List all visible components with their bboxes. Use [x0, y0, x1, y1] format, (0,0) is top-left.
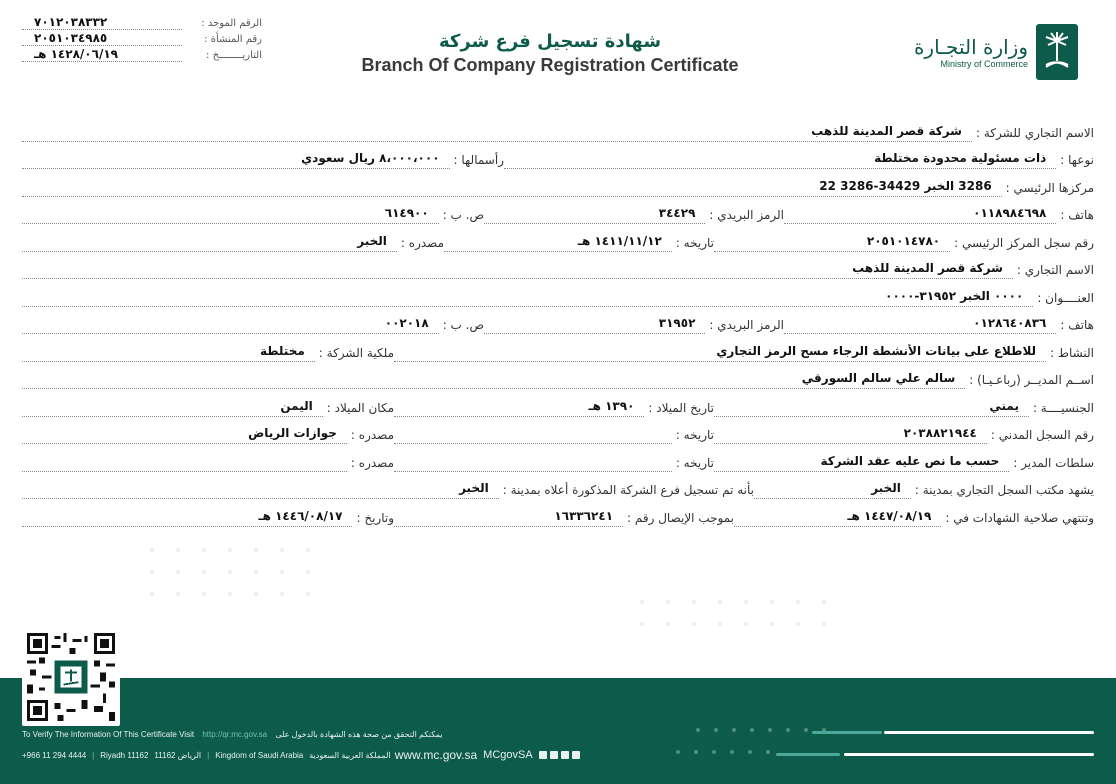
row-authority	[22, 444, 1094, 472]
hq-cr-date: ١٤١١/١١/١٢ هـ	[444, 234, 672, 252]
company-name-label: الاسم التجاري للشركة :	[975, 125, 1094, 140]
footer-dots-bottom	[676, 750, 770, 754]
row-manager	[22, 362, 1094, 390]
decorative-dots-right	[640, 600, 826, 626]
activity: للاطلاع على بيانات الأنشطة الرجاء مسح الرمز التجاري	[394, 344, 1046, 362]
type-label: نوعها :	[1060, 153, 1094, 167]
footer-phone: +966 11 294 4444	[22, 750, 87, 760]
row-address	[22, 279, 1094, 307]
ownership-label: ملكية الشركة :	[318, 345, 394, 360]
issue-date: ١٤٢٨/٠٦/١٩ هـ	[22, 48, 182, 62]
hq-cr-number: ٢٠٥١٠١٤٧٨٠	[714, 234, 950, 252]
row-trade-name	[22, 252, 1094, 280]
row-witness	[22, 472, 1094, 500]
hq-label: مركزها الرئيسي :	[1005, 180, 1094, 195]
hq-cr-date-label: تاريخه :	[675, 235, 714, 250]
row-phone1	[22, 197, 1094, 225]
branch-number-label: رقم المنشأة :	[204, 34, 262, 45]
hq-cr-source: الخبر	[22, 234, 397, 252]
trade-name-label: الاسم التجاري :	[1016, 263, 1094, 277]
civil-label: رقم السجل المدني :	[990, 428, 1094, 442]
footer-city-ar: الرياض 11162	[154, 750, 202, 760]
authority-date-label: تاريخه :	[675, 455, 714, 470]
nationality-label: الجنسيــــة :	[1032, 400, 1094, 415]
footer-country-ar: المملكة العربية السعودية	[309, 750, 391, 760]
authority-source-label: مصدره :	[350, 455, 394, 470]
postal2: ٣١٩٥٢	[484, 316, 705, 334]
receipt-date-label: وتاريخ :	[356, 510, 394, 525]
branch-number: ٢٠٥١٠٣٤٩٨٥	[22, 32, 182, 46]
issue-date-label: التاريــــــــخ :	[206, 50, 262, 61]
phone1: ٠١١٨٩٨٤٦٩٨	[784, 206, 1056, 224]
civil-date-label: تاريخه :	[675, 428, 714, 442]
phone1-label: هاتف :	[1060, 208, 1094, 222]
expiry-label: وتنتهي صلاحية الشهادات في :	[945, 510, 1094, 525]
pob-label: مكان الميلاد :	[326, 400, 394, 415]
manager-authority: حسب ما نص عليه عقد الشركة	[714, 454, 1009, 472]
footer-website[interactable]: www.mc.gov.sa	[394, 748, 478, 762]
verify-url[interactable]: http://qr.mc.gov.sa	[202, 730, 268, 739]
palm-swords-icon	[1036, 24, 1078, 80]
row-expiry	[22, 499, 1094, 527]
trade-name: شركة قصر المدينة للذهب	[22, 261, 1013, 279]
expiry-date: ١٤٤٧/٠٨/١٩ هـ	[734, 509, 941, 527]
pobox2: ٠٠٢٠١٨	[22, 316, 439, 334]
pobox1-label: ص. ب :	[442, 208, 484, 222]
row-phone2	[22, 307, 1094, 335]
dob-label: تاريخ الميلاد :	[648, 400, 714, 415]
activity-label: النشاط :	[1050, 345, 1094, 360]
receipt-number: ١٦٣٣٦٢٤١	[394, 509, 623, 527]
row-type	[22, 142, 1094, 170]
row-civil-record	[22, 417, 1094, 445]
row-company-name	[22, 114, 1094, 142]
pobox2-label: ص. ب :	[442, 318, 484, 332]
postal1: ٣٤٤٢٩	[484, 206, 705, 224]
row-nationality	[22, 389, 1094, 417]
postal2-label: الرمز البريدي :	[709, 318, 784, 332]
company-type: ذات مسئولية محدودة مختلطة	[504, 151, 1056, 169]
certificate-numbers	[22, 16, 262, 64]
footer-stripe-accent-2	[776, 753, 840, 756]
authority-source	[22, 455, 347, 472]
phone2-label: هاتف :	[1060, 318, 1094, 332]
social-icons	[539, 751, 580, 759]
footer-city-en: Riyadh 11162	[100, 750, 149, 760]
unified-number: ٧٠١٢٠٣٨٣٣٢	[22, 16, 182, 30]
hq-address: 3286 الخبر 34429-3286 22	[22, 179, 1002, 197]
footer-dots-top	[696, 728, 826, 732]
pobox1: ٦١٤٩٠٠	[22, 206, 439, 224]
footer-stripe-white-2	[844, 753, 1094, 756]
capital-label: رأسمالها :	[453, 153, 504, 167]
row-hq	[22, 169, 1094, 197]
certificate-title	[320, 30, 780, 76]
receipt-date: ١٤٤٦/٠٨/١٧ هـ	[22, 509, 352, 527]
nationality: يمني	[714, 399, 1029, 417]
civil-source: جوازات الرياض	[22, 426, 347, 444]
facebook-icon[interactable]	[550, 751, 558, 759]
witness-text-label: بأنه تم تسجيل فرع الشركة المذكورة أعلاه بمدينة :	[502, 483, 754, 497]
verify-line	[22, 730, 442, 739]
receipt-label: بموجب الإيصال رقم :	[627, 510, 734, 525]
postal1-label: الرمز البريدي :	[709, 208, 784, 222]
date-of-birth: ١٣٩٠ هـ	[394, 399, 644, 417]
ministry-logo	[914, 24, 1078, 80]
witness-city-2: الخبر	[22, 481, 499, 499]
hq-cr-label: رقم سجل المركز الرئيسي :	[954, 235, 1094, 250]
twitter-icon[interactable]	[561, 751, 569, 759]
footer-handle[interactable]: MCgovSA	[483, 749, 533, 761]
manager-name: سالم علي سالم السورقي	[22, 371, 965, 389]
verify-text-en: To Verify The Information Of This Certificate Visit	[22, 730, 195, 739]
witness-city: الخبر	[754, 481, 911, 499]
verify-text-ar: يمكنكم التحقق من صحة هذه الشهادة بالدخول على	[275, 730, 443, 739]
row-activity	[22, 334, 1094, 362]
unified-number-row	[22, 16, 262, 32]
unified-number-label: الرقم الموحد :	[201, 18, 262, 29]
instagram-icon[interactable]	[539, 751, 547, 759]
footer-stripe-white	[884, 731, 1094, 734]
title-english: Branch Of Company Registration Certificate	[361, 55, 739, 75]
footer-country-en: Kingdom of Saudi Arabia	[215, 750, 304, 760]
decorative-dots-left	[150, 548, 310, 596]
address-label: العنــــوان :	[1037, 290, 1094, 305]
ownership: مختلطة	[22, 344, 315, 362]
ministry-name-english: Ministry of Commerce	[940, 58, 1028, 69]
footer-stripe-accent	[812, 731, 882, 734]
witness-label: يشهد مكتب السجل التجاري بمدينة :	[914, 483, 1094, 497]
qr-code[interactable]	[22, 628, 120, 726]
authority-date	[394, 455, 672, 472]
hq-cr-source-label: مصدره :	[400, 235, 444, 250]
civil-date	[394, 427, 672, 444]
civil-number: ٢٠٣٨٨٢١٩٤٤	[714, 426, 987, 444]
branch-number-row	[22, 32, 262, 48]
issue-date-row	[22, 48, 262, 64]
ministry-name-arabic: وزارة التجـارة	[913, 34, 1028, 59]
certificate-fields	[22, 114, 1094, 527]
civil-source-label: مصدره :	[350, 428, 394, 442]
address: ٠٠٠٠ الخبر ٣١٩٥٢-٠٠٠٠	[22, 289, 1033, 307]
manager-label: اســم المديــر (رباعـيـا) :	[969, 373, 1094, 387]
place-of-birth: اليمن	[22, 399, 323, 417]
title-arabic: شهادة تسجيل فرع شركة	[438, 31, 662, 52]
capital: ٨،٠٠٠،٠٠٠ ريال سعودي	[22, 151, 450, 169]
phone2: ٠١٢٨٦٤٠٨٣٦	[784, 316, 1056, 334]
company-name: شركة قصر المدينة للذهب	[22, 124, 972, 142]
authority-label: سلطات المدير :	[1013, 455, 1094, 470]
contact-line: +966 11 294 4444 | Riyadh 11162 الرياض 11162 | Kingdom of Saudi Arabia المملكة العربية السعودية www.mc.gov.sa MCgovSA	[22, 748, 580, 762]
youtube-icon[interactable]	[572, 751, 580, 759]
row-hq-cr	[22, 224, 1094, 252]
